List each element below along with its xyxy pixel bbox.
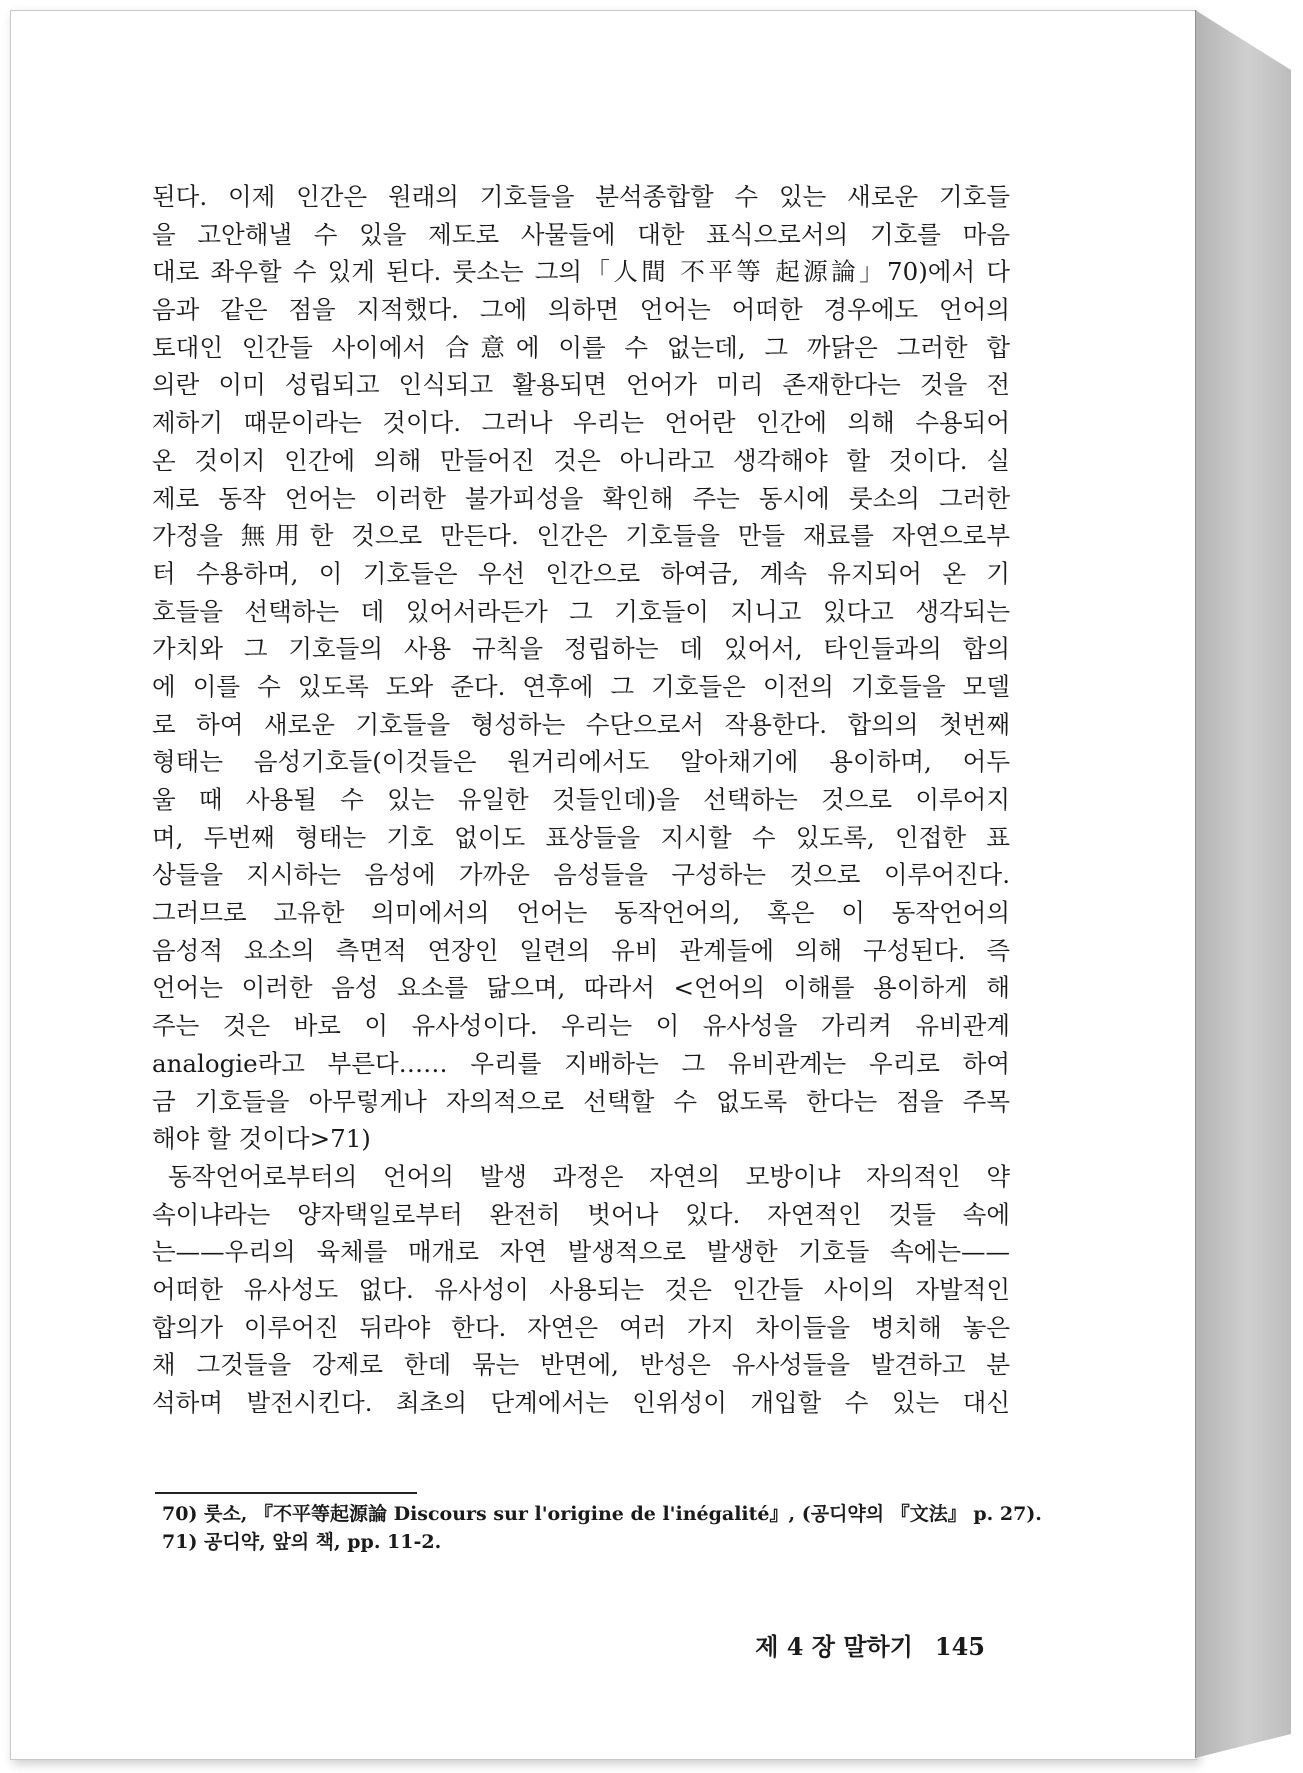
footnote-divider <box>155 1492 417 1494</box>
footnote-71: 71) 공디약, 앞의 책, pp. 11-2. <box>162 1531 442 1553</box>
text-line: 동작언어로부터의 언어의 발생 과정은 자연의 모방이냐 자의적인 약 <box>168 1161 1010 1191</box>
text-line: 호들을 선택하는 데 있어서라든가 그 기호들이 지니고 있다고 생각되는 <box>152 596 1010 626</box>
text-line: 언어는 이러한 음성 요소를 닮으며, 따라서 <언어의 이해를 용이하게 해 <box>152 973 1010 1003</box>
book-spine-line <box>1195 10 1196 1758</box>
running-footer <box>755 1627 985 1662</box>
text-line: 제하기 때문이라는 것이다. 그러나 우리는 언어란 인간에 의해 수용되어 <box>152 408 1010 438</box>
text-line: 된다. 이제 인간은 원래의 기호들을 분석종합할 수 있는 새로운 기호들 <box>152 182 1010 211</box>
text-line: 터 수용하며, 이 기호들은 우선 인간으로 하여금, 계속 유지되어 온 기 <box>152 558 1010 588</box>
text-line: 합의가 이루어진 뒤라야 한다. 자연은 여러 가지 차이들을 병치해 놓은 <box>152 1312 1010 1342</box>
text-line: 가치와 그 기호들의 사용 규칙을 정립하는 데 있어서, 타인들과의 합의 <box>152 634 1010 664</box>
text-line: 속이냐라는 양자택일로부터 완전히 벗어나 있다. 자연적인 것들 속에 <box>152 1199 1010 1229</box>
page-number: 145 <box>934 1632 985 1661</box>
text-line: 울 때 사용될 수 있는 유일한 것들인데)을 선택하는 것으로 이루어지 <box>152 785 1010 814</box>
footnotes <box>162 1500 1042 1556</box>
text-line: 금 기호들을 아무렇게나 자의적으로 선택할 수 없도록 한다는 점을 주목 <box>152 1086 1010 1116</box>
text-line: 어떠한 유사성도 없다. 유사성이 사용되는 것은 인간들 사이의 자발적인 <box>152 1274 1010 1304</box>
text-line: 토대인 인간들 사이에서 合意에 이를 수 없는데, 그 까닭은 그러한 합 <box>152 332 1010 362</box>
text-line: 음과 같은 점을 지적했다. 그에 의하면 언어는 어떠한 경우에도 언어의 <box>152 295 1010 325</box>
text-line: analogie라고 부른다…… 우리를 지배하는 그 유비관계는 우리로 하여 <box>152 1048 1010 1078</box>
text-line: 해야 할 것이다>71) <box>152 1124 371 1154</box>
body-text <box>152 178 1010 1422</box>
text-line: 주는 것은 바로 이 유사성이다. 우리는 이 유사성을 가리켜 유비관계 <box>152 1011 1010 1041</box>
text-line: 의란 이미 성립되고 인식되고 활용되면 언어가 미리 존재한다는 것을 전 <box>152 370 1010 400</box>
text-line: 에 이를 수 있도록 도와 준다. 연후에 그 기호들은 이전의 기호들을 모델 <box>152 671 1010 701</box>
text-line: 상들을 지시하는 음성에 가까운 음성들을 구성하는 것으로 이루어진다. <box>152 860 1010 890</box>
text-line: 채 그것들을 강제로 한데 묶는 반면에, 반성은 유사성들을 발견하고 분 <box>152 1350 1010 1380</box>
text-line: 음성적 요소의 측면적 연장인 일련의 유비 관계들에 의해 구성된다. 즉 <box>152 935 1010 965</box>
text-line: 로 하여 새로운 기호들을 형성하는 수단으로서 작용한다. 합의의 첫번째 <box>152 709 1010 739</box>
chapter-title: 제 4 장 말하기 <box>755 1632 913 1661</box>
text-line: 을 고안해낼 수 있을 제도로 사물들에 대한 표식으로서의 기호를 마음 <box>152 219 1010 249</box>
text-line: 온 것이지 인간에 의해 만들어진 것은 아니라고 생각해야 할 것이다. 실 <box>152 445 1010 475</box>
book-page-edge <box>1195 10 1291 1758</box>
text-line: 형태는 음성기호들(이것들은 원거리에서도 알아채기에 용이하며, 어두 <box>152 747 1010 777</box>
text-line: 대로 좌우할 수 있게 된다. 룻소는 그의「人間 不平等 起源論」70)에서 다 <box>152 257 1010 287</box>
text-line: 며, 두번째 형태는 기호 없이도 표상들을 지시할 수 있도록, 인접한 표 <box>152 822 1010 852</box>
text-line: 그러므로 고유한 의미에서의 언어는 동작언어의, 혹은 이 동작언어의 <box>152 898 1010 928</box>
text-line: 가정을 無用한 것으로 만든다. 인간은 기호들을 만들 재료를 자연으로부 <box>152 521 1010 551</box>
text-line: 는——우리의 육체를 매개로 자연 발생적으로 발생한 기호들 속에는—— <box>152 1237 1010 1267</box>
text-line: 석하며 발전시킨다. 최초의 단계에서는 인위성이 개입할 수 있는 대신 <box>152 1388 1010 1417</box>
text-line: 제로 동작 언어는 이러한 불가피성을 확인해 주는 동시에 룻소의 그러한 <box>152 483 1010 513</box>
footnote-70: 70) 룻소, 『不平等起源論 Discours sur l'origine de l'inégalité』, (공디약의 『文法』 p. 27). <box>162 1503 1042 1525</box>
